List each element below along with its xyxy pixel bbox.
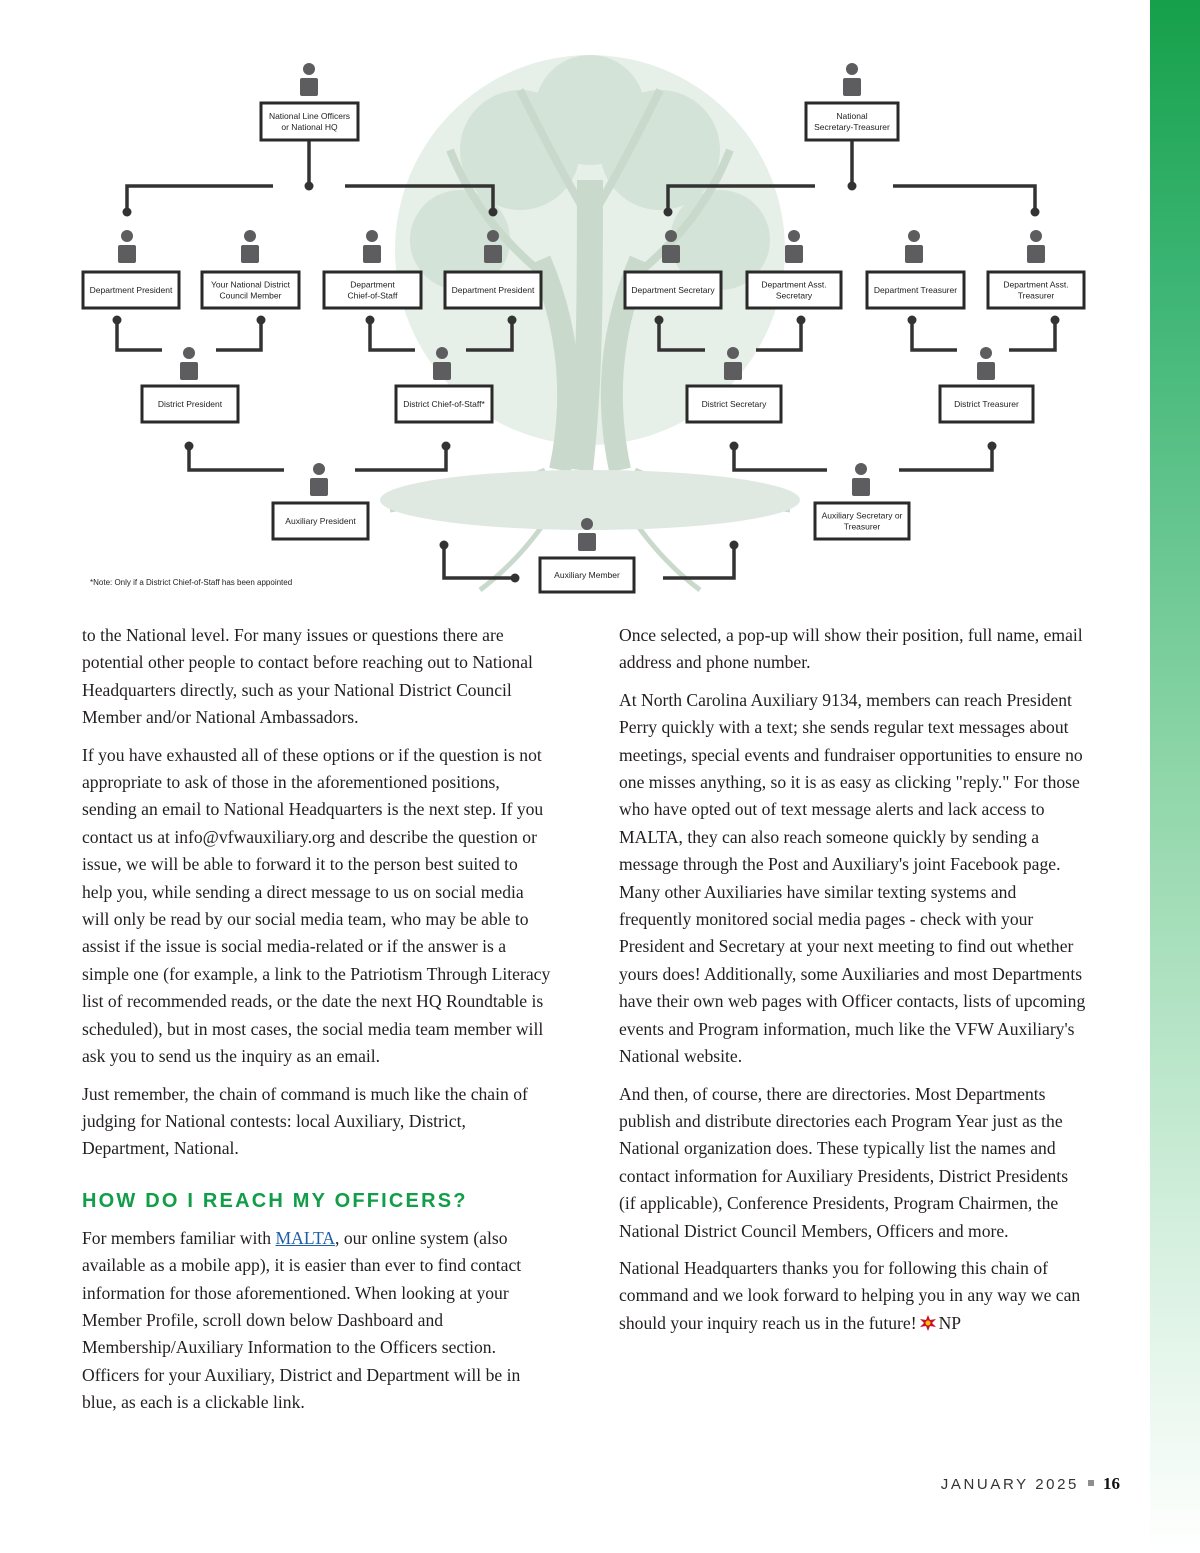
right-paragraph-3: And then, of course, there are directories. Most Departments publish and distribute directories each Program Year just as the National organization does. These typically list the names and contact information for Auxiliary Presidents, District Presidents (if applicable), Conference Presidents, Program Chairmen, the National District Council Members, Officers and more. xyxy=(619,1083,1069,1241)
org-box-label: Department xyxy=(350,279,395,290)
org-box-label: Department President xyxy=(451,285,535,295)
footer-date: JANUARY 2025 xyxy=(940,1476,1079,1493)
org-box-label: National xyxy=(836,111,868,121)
org-box-label: Auxiliary Member xyxy=(554,570,620,580)
org-box-label: Council Member xyxy=(219,290,282,301)
org-box-label: Department Secretary xyxy=(631,285,715,295)
left-paragraph-4 xyxy=(82,1225,552,1417)
org-box-label: Treasurer xyxy=(843,521,881,532)
tree-illustration xyxy=(380,55,800,590)
person-icon xyxy=(852,463,870,496)
org-node-district-treasurer xyxy=(940,347,1033,422)
org-node-dept-treasurer xyxy=(867,230,964,308)
person-icon xyxy=(118,230,136,263)
org-node-district-president xyxy=(142,347,238,422)
org-node-auxiliary-sec-treas xyxy=(815,463,909,539)
page-number: 16 xyxy=(1103,1474,1120,1493)
right-paragraph-4 xyxy=(619,1255,1089,1337)
closing-text: National Headquarters thanks you for following this chain of command and we look forward to helping you in any way we can should your inquiry reach us in the future! xyxy=(619,1257,1081,1333)
right-paragraph-2: At North Carolina Auxiliary 9134, members can reach President Perry quickly with a text; she sends regular text messages about meetings, special events and fundraiser opportunities to ensure no one misses anything, so it is as easy as clicking "reply." For those who have opted out of text message alerts and lack access to MALTA, they can also reach someone quickly by sending a message through the Post and Auxiliary's joint Facebook page. Many other Auxiliaries have similar texting systems and frequently monitored social media pages - check with your President and Secretary at your next meeting to find out whether yours does! Additionally, some Auxiliaries and most Departments have their own web pages with Officer contacts, lists of upcoming events and Program information, much like the VFW Auxiliary's National website. xyxy=(619,689,1086,1067)
org-box-label: Treasurer xyxy=(1017,290,1055,301)
org-box-label: Department Asst. xyxy=(1003,279,1069,290)
green-side-bar xyxy=(1150,0,1200,1553)
person-icon xyxy=(363,230,381,263)
person-icon xyxy=(310,463,328,496)
person-icon xyxy=(1027,230,1045,263)
org-box-label: National Line Officers xyxy=(268,111,351,121)
right-column xyxy=(619,622,1089,1347)
org-box-label: Chief-of-Staff xyxy=(347,290,398,301)
org-box-label: District Chief-of-Staff* xyxy=(403,399,485,409)
signoff-np: NP xyxy=(938,1312,962,1333)
person-icon xyxy=(785,230,803,263)
footer-separator xyxy=(1088,1480,1094,1486)
org-box-label: Auxiliary Secretary or xyxy=(821,510,903,521)
chain-of-command-chart xyxy=(0,0,1150,610)
malta-link[interactable]: MALTA xyxy=(275,1227,336,1248)
left-paragraph-3: Just remember, the chain of command is much like the chain of judging for National contests: local Auxiliary, District, Department, National. xyxy=(82,1083,528,1159)
page-footer xyxy=(941,1474,1120,1494)
chart-footnote: *Note: Only if a District Chief-of-Staff has been appointed xyxy=(90,578,293,587)
person-icon xyxy=(241,230,259,263)
org-box-label: Secretary xyxy=(775,290,813,301)
left-paragraph-1: to the National level. For many issues or questions there are potential other people to contact before reaching out to National Headquarters directly, such as your National District Council Member and/or National Ambassadors. xyxy=(82,625,533,728)
person-icon xyxy=(843,63,861,96)
org-node-national-line xyxy=(261,63,358,140)
org-box-label: District President xyxy=(157,399,223,409)
left-paragraph-2: If you have exhausted all of these options or if the question is not appropriate to ask of those in the aforementioned positions, sending an email to National Headquarters is the next step. If you contact us at info@vfwauxiliary.org and describe the question or issue, we will be able to forward it to the person best suited to help you, while sending a direct message to us on social media will only be read by our social media team, who may be able to assist if the issue is social media-related or if the answer is a simple one (for example, a link to the Patriotism Through Literacy list of recommended reads, or the date the next HQ Roundtable is scheduled), but in most cases, the social media team member will ask you to send us the inquiry as an email. xyxy=(82,744,551,1067)
org-box-label: Department Asst. xyxy=(761,279,827,290)
org-box-label: Department President xyxy=(89,285,173,295)
org-box-label: Auxiliary President xyxy=(285,516,356,526)
malta-body-text: , our online system (also available as a mobile app), it is easier than ever to find contact information for those aforementioned. When looking at your Member Profile, scroll down below Dashboard and Membership/Auxiliary Information to the Officers section. Officers for your Auxiliary, District and Department will be in blue, as each is a clickable link. xyxy=(82,1227,522,1413)
org-box-label: or National HQ xyxy=(281,122,338,132)
org-box-label: Department Treasurer xyxy=(873,285,958,295)
person-icon xyxy=(300,63,318,96)
org-node-national-district xyxy=(202,230,299,308)
org-box-label: Your National District xyxy=(210,279,291,290)
org-box-label: Secretary-Treasurer xyxy=(814,122,890,132)
section-heading: HOW DO I REACH MY OFFICERS? xyxy=(82,1189,468,1212)
right-paragraph-1: Once selected, a pop-up will show their position, full name, email address and phone number. xyxy=(619,625,1083,673)
org-box-label: District Secretary xyxy=(701,399,767,409)
person-icon xyxy=(977,347,995,380)
person-icon xyxy=(905,230,923,263)
org-node-national-sec xyxy=(806,63,898,140)
malta-intro-text: For members familiar with xyxy=(82,1227,276,1248)
person-icon xyxy=(180,347,198,380)
org-node-dept-asst-treasurer xyxy=(988,230,1084,308)
org-box-label: District Treasurer xyxy=(954,399,1019,409)
vfw-cross-icon xyxy=(920,1315,936,1331)
left-column xyxy=(82,622,552,1427)
org-node-auxiliary-president xyxy=(273,463,368,539)
org-node-dept-president-1 xyxy=(83,230,179,308)
